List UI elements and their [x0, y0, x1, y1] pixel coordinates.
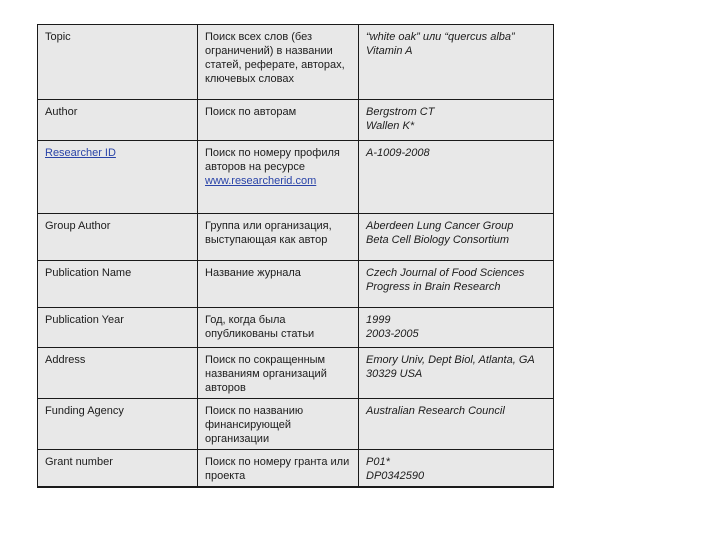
field-name-cell [38, 100, 198, 141]
description-cell [198, 450, 359, 488]
field-name: Group Author [45, 220, 111, 232]
description-cell [198, 214, 359, 261]
example-value: “white oak” или “quercus alba” [366, 31, 515, 43]
field-name: Publication Year [45, 314, 124, 326]
example-value: 1999 [366, 314, 391, 326]
field-description: Поиск всех слов (без ограничений) в названии статей, реферате, авторах, ключевых словах [205, 31, 345, 85]
field-description: Поиск по названию финансирующей организации [205, 405, 304, 445]
description-cell [198, 25, 359, 100]
example-value: Czech Journal of Food Sciences [366, 267, 525, 279]
researcherid-site-link[interactable]: www.researcherid.com [205, 175, 317, 187]
researcher-id-link[interactable]: Researcher ID [45, 147, 116, 159]
example-value: A-1009-2008 [366, 147, 430, 159]
table-row [38, 261, 554, 308]
field-name-cell [38, 399, 198, 450]
example-cell [359, 261, 554, 308]
example-value: Australian Research Council [366, 405, 505, 417]
example-cell [359, 308, 554, 348]
description-cell [198, 399, 359, 450]
example-value: Bergstrom CT [366, 106, 435, 118]
field-description: Год, когда была опубликованы статьи [205, 314, 315, 340]
example-cell [359, 450, 554, 488]
field-name-cell [38, 450, 198, 488]
field-name-cell [38, 261, 198, 308]
field-description: Поиск по номеру гранта или проекта [205, 456, 350, 482]
description-cell [198, 141, 359, 214]
table-row [38, 141, 554, 214]
table-row [38, 308, 554, 348]
table-row [38, 348, 554, 399]
example-cell [359, 348, 554, 399]
field-name: Address [45, 354, 86, 366]
field-name-cell [38, 25, 198, 100]
example-value: P01* [366, 456, 390, 468]
description-cell [198, 261, 359, 308]
field-description: Поиск по авторам [205, 106, 297, 118]
example-value: Progress in Brain Research [366, 281, 501, 293]
field-name: Topic [45, 31, 71, 43]
table-row [38, 25, 554, 100]
field-name-cell [38, 308, 198, 348]
example-value: DP0342590 [366, 470, 425, 482]
example-cell [359, 25, 554, 100]
field-name-cell [38, 214, 198, 261]
example-value: Wallen K* [366, 120, 415, 132]
example-cell [359, 214, 554, 261]
example-cell [359, 100, 554, 141]
description-cell [198, 100, 359, 141]
example-value: 2003-2005 [366, 328, 419, 340]
field-description: Группа или организация, выступающая как автор [205, 220, 332, 246]
field-name-cell [38, 348, 198, 399]
example-cell [359, 399, 554, 450]
example-cell [359, 141, 554, 214]
example-value: Emory Univ, Dept Biol, Atlanta, GA 30329 USA [366, 354, 535, 380]
field-name: Author [45, 106, 78, 118]
description-cell [198, 308, 359, 348]
table-row [38, 214, 554, 261]
field-name: Funding Agency [45, 405, 124, 417]
table-row [38, 450, 554, 488]
field-name: Grant number [45, 456, 113, 468]
field-description: Название журнала [205, 267, 301, 279]
field-name-cell [38, 141, 198, 214]
table-row [38, 100, 554, 141]
field-description: Поиск по номеру профиля авторов на ресурсе [205, 147, 340, 173]
example-value: Beta Cell Biology Consortium [366, 234, 510, 246]
search-fields-table [37, 24, 554, 488]
description-cell [198, 348, 359, 399]
field-name: Publication Name [45, 267, 132, 279]
field-description: Поиск по сокращенным названиям организаций авторов [205, 354, 327, 394]
example-value: Aberdeen Lung Cancer Group [366, 220, 514, 232]
table-row [38, 399, 554, 450]
example-value: Vitamin A [366, 45, 413, 57]
